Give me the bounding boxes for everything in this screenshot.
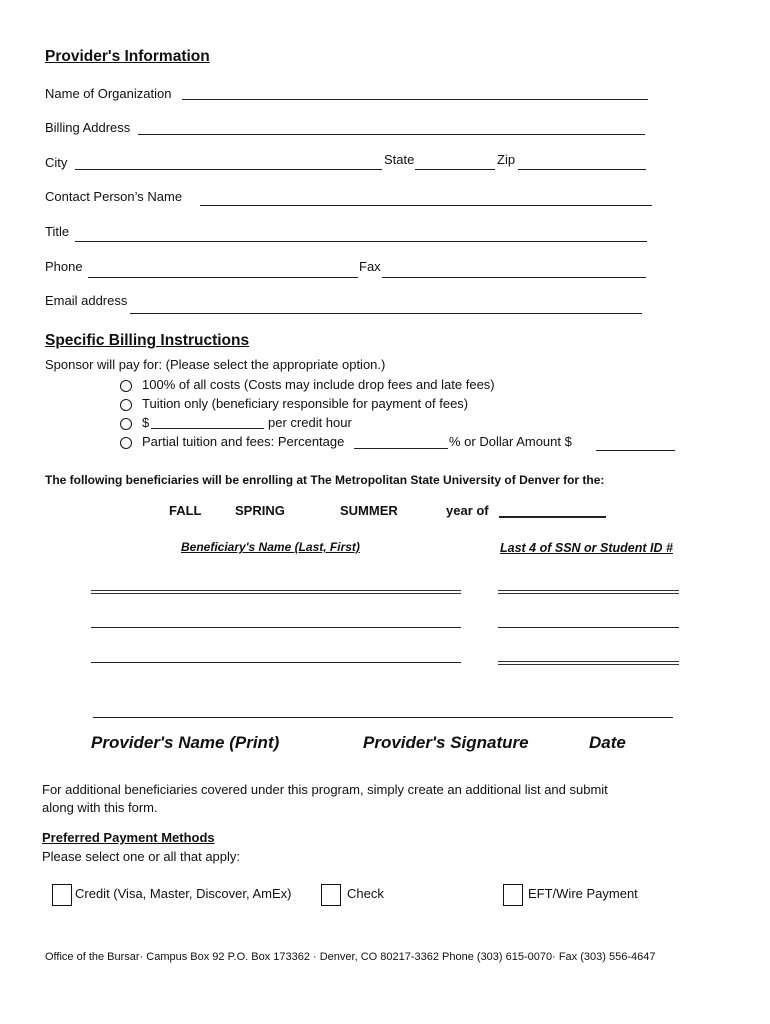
option-per-credit-radio[interactable] — [120, 418, 132, 430]
beneficiary-name-row-2[interactable] — [91, 627, 461, 628]
student-id-row-1[interactable] — [498, 590, 679, 594]
term-fall: FALL — [169, 503, 202, 518]
zip-field[interactable] — [518, 169, 646, 170]
state-field[interactable] — [415, 169, 495, 170]
beneficiary-name-row-1[interactable] — [91, 590, 461, 594]
term-spring: SPRING — [235, 503, 285, 518]
eft-checkbox[interactable] — [503, 884, 523, 906]
option-all-costs-radio[interactable] — [120, 380, 132, 392]
credit-label: Credit (Visa, Master, Discover, AmEx) — [75, 886, 292, 901]
email-field[interactable] — [130, 313, 642, 314]
student-id-row-2[interactable] — [498, 627, 679, 628]
beneficiary-name-header: Beneficiary's Name (Last, First) — [181, 540, 360, 554]
org-field[interactable] — [182, 99, 648, 100]
beneficiary-name-row-3[interactable] — [91, 662, 461, 663]
payment-heading: Preferred Payment Methods — [42, 830, 215, 845]
year-of-label: year of — [446, 503, 489, 518]
credit-checkbox[interactable] — [52, 884, 72, 906]
billing-address-label: Billing Address — [45, 120, 131, 135]
year-field[interactable] — [499, 516, 606, 518]
beneficiaries-intro: The following beneficiaries will be enrolling at The Metropolitan State University of Denver for the: — [45, 473, 605, 487]
city-label: City — [45, 155, 68, 170]
contact-field[interactable] — [200, 205, 652, 206]
email-label: Email address — [45, 293, 128, 308]
option-tuition-only-label: Tuition only (beneficiary responsible for payment of fees) — [142, 396, 469, 411]
percentage-field[interactable] — [354, 448, 448, 449]
term-summer: SUMMER — [340, 503, 398, 518]
title-field[interactable] — [75, 241, 647, 242]
option-all-costs-label: 100% of all costs (Costs may include drop fees and late fees) — [142, 377, 495, 392]
contact-label: Contact Person’s Name — [45, 189, 183, 204]
date-label: Date — [589, 733, 626, 752]
footer-contact: Office of the Bursar· Campus Box 92 P.O. Box 173362 · Denver, CO 80217-3362 Phone (303) 615-0070· Fax (303) 556-4647 — [45, 951, 656, 963]
zip-label: Zip — [497, 152, 516, 167]
billing-heading: Specific Billing Instructions — [45, 332, 250, 349]
phone-field[interactable] — [88, 277, 358, 278]
city-field[interactable] — [75, 169, 382, 170]
student-id-row-3[interactable] — [498, 661, 679, 665]
title-label: Title — [45, 224, 70, 239]
per-credit-dollar-label: $ — [142, 415, 150, 430]
check-checkbox[interactable] — [321, 884, 341, 906]
provider-heading: Provider's Information — [45, 48, 210, 65]
billing-intro: Sponsor will pay for: (Please select the appropriate option.) — [45, 357, 386, 372]
dollar-amount-label: % or Dollar Amount $ — [449, 434, 572, 449]
org-label: Name of Organization — [45, 86, 172, 101]
student-id-header: Last 4 of SSN or Student ID # — [500, 541, 673, 555]
per-credit-amount-field[interactable] — [151, 428, 264, 429]
signature-line[interactable] — [93, 717, 673, 718]
payment-instruction: Please select one or all that apply: — [42, 849, 241, 864]
additional-note-line1: For additional beneficiaries covered under this program, simply create an additional list and submit — [42, 782, 608, 797]
check-label: Check — [347, 886, 384, 901]
dollar-amount-field[interactable] — [596, 450, 675, 451]
state-label: State — [384, 152, 415, 167]
additional-note-line2: along with this form. — [42, 800, 158, 815]
provider-signature-label: Provider's Signature — [363, 733, 529, 752]
partial-label: Partial tuition and fees: Percentage — [142, 434, 345, 449]
provider-name-print-label: Provider's Name (Print) — [91, 733, 280, 752]
per-credit-label: per credit hour — [268, 415, 352, 430]
billing-address-field[interactable] — [138, 134, 645, 135]
option-partial-radio[interactable] — [120, 437, 132, 449]
option-tuition-only-radio[interactable] — [120, 399, 132, 411]
eft-label: EFT/Wire Payment — [528, 886, 638, 901]
phone-label: Phone — [45, 259, 83, 274]
fax-label: Fax — [359, 259, 381, 274]
fax-field[interactable] — [382, 277, 646, 278]
